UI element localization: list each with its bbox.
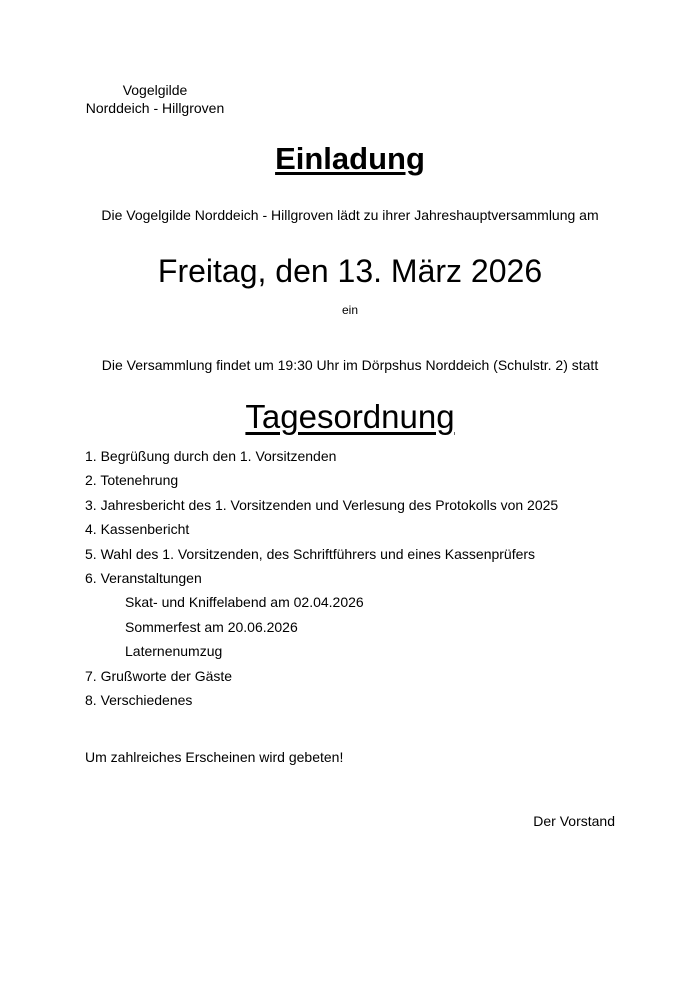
intro-suffix-text: ein bbox=[341, 303, 358, 317]
agenda-title: Tagesordnung bbox=[245, 398, 455, 435]
agenda-subitem-laternenumzug: Laternenumzug bbox=[125, 643, 223, 660]
agenda-item-1: 1. Begrüßung durch den 1. Vorsitzenden bbox=[85, 448, 337, 464]
invitation-title: Einladung bbox=[275, 141, 425, 176]
signature-text: Der Vorstand bbox=[533, 813, 615, 830]
agenda-item-3: 3. Jahresbericht des 1. Vorsitzenden und Verlesung des Protokolls von 2025 bbox=[85, 496, 559, 513]
closing-text: Um zahlreiches Erscheinen wird gebeten! bbox=[85, 749, 344, 766]
agenda-subitem-sommerfest: Sommerfest am 20.06.2026 bbox=[125, 618, 298, 635]
agenda-item-8: 8. Verschiedenes bbox=[85, 692, 193, 709]
agenda-item-2: 2. Totenehrung bbox=[85, 472, 179, 489]
organization-name: Vogelgilde bbox=[122, 82, 188, 98]
agenda-item-7: 7. Grußworte der Gäste bbox=[85, 667, 233, 684]
agenda-item-4: 4. Kassenbericht bbox=[85, 521, 190, 538]
organization-location: Norddeich - Hillgroven bbox=[85, 100, 225, 116]
agenda-item-6: 6. Veranstaltungen bbox=[85, 570, 202, 587]
agenda-list bbox=[85, 444, 615, 712]
intro-text: Die Vogelgilde Norddeich - Hillgroven lädt zu ihrer Jahreshauptversammlung am bbox=[101, 207, 599, 223]
venue-text: Die Versammlung findet um 19:30 Uhr im Dörpshus Norddeich (Schulstr. 2) statt bbox=[101, 357, 599, 373]
agenda-item-5: 5. Wahl des 1. Vorsitzenden, des Schriftführers und eines Kassenprüfers bbox=[85, 545, 536, 562]
organization-block bbox=[85, 81, 225, 117]
meeting-date: Freitag, den 13. März 2026 bbox=[157, 253, 543, 289]
agenda-subitem-skat: Skat- und Kniffelabend am 02.04.2026 bbox=[125, 594, 364, 611]
